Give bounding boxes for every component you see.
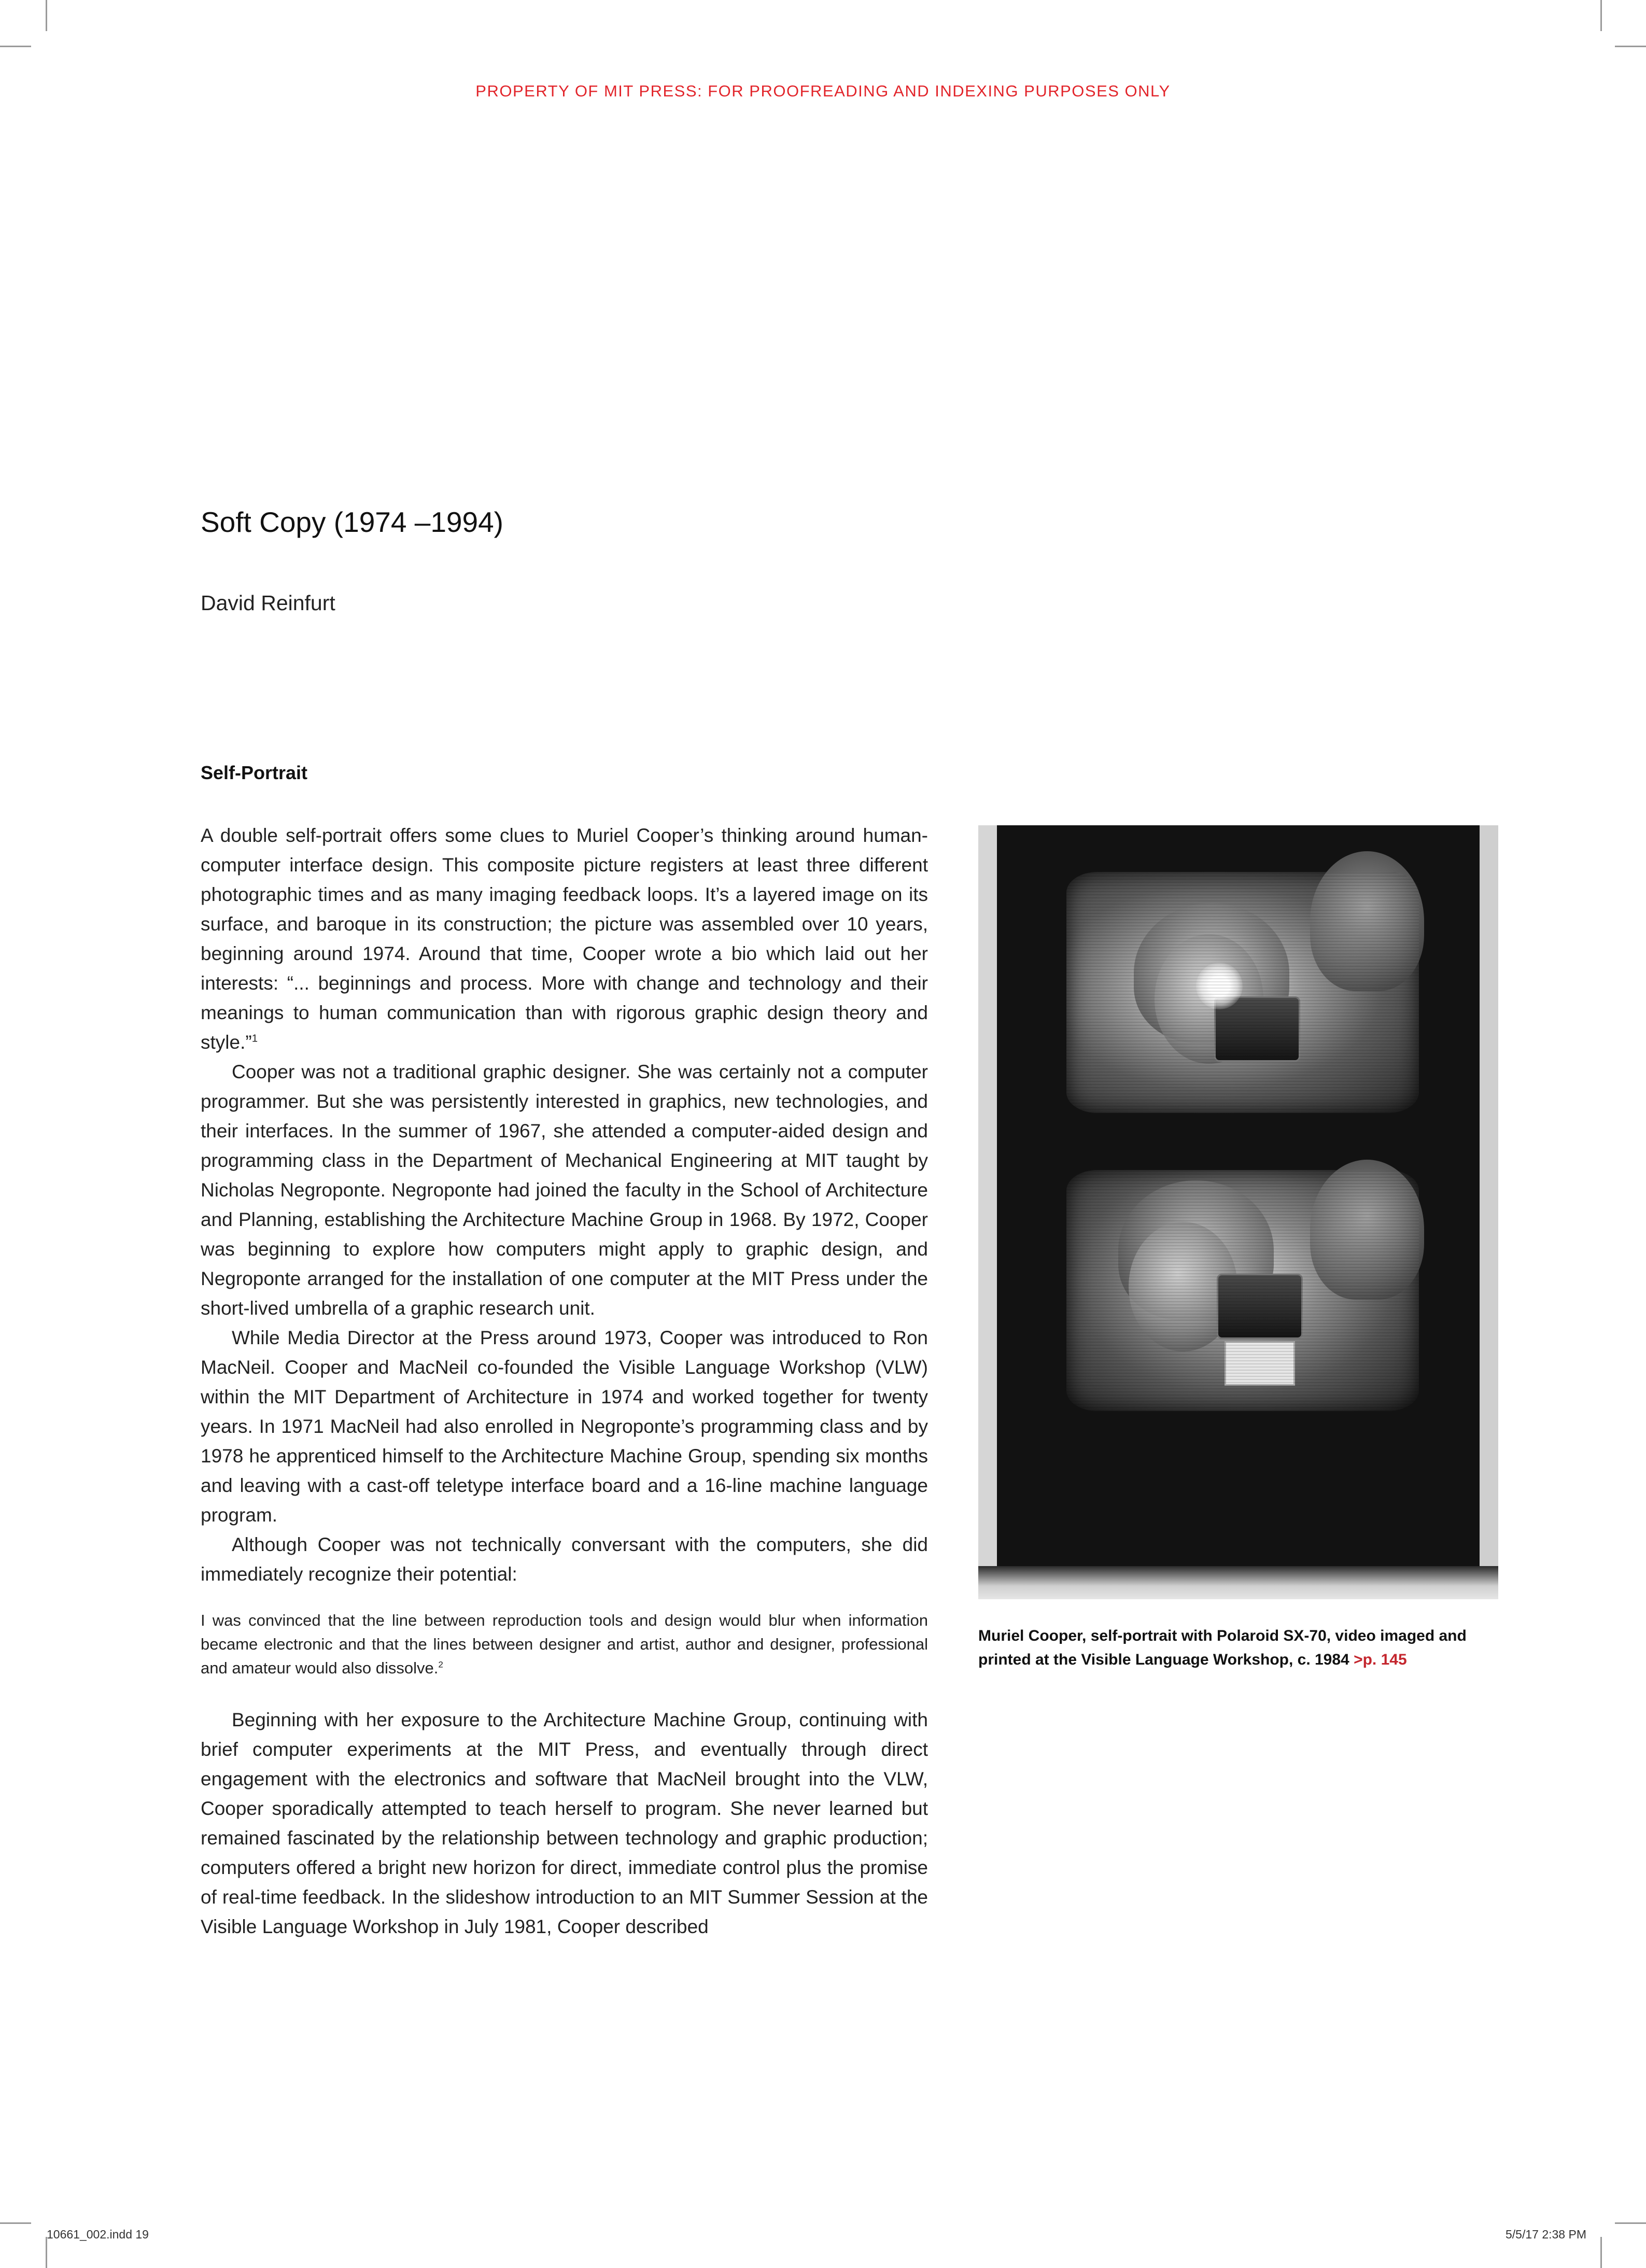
crop-mark-bottom-right-h	[1615, 2222, 1646, 2224]
photo-bottom-edge	[978, 1566, 1498, 1599]
photo-border-left	[978, 825, 997, 1599]
figure-caption	[978, 1624, 1502, 1672]
crop-mark-bottom-right	[1600, 2237, 1602, 2268]
slug-file-page: 10661_002.indd 19	[47, 2228, 149, 2241]
scanlines	[1066, 872, 1419, 1113]
crop-mark-bottom-left-h	[0, 2222, 31, 2224]
scanlines	[1066, 1170, 1419, 1411]
crop-mark-bottom-left	[46, 2237, 47, 2268]
section-heading: Self-Portrait	[201, 762, 308, 783]
photo-border-right	[1480, 825, 1498, 1599]
chapter-author: David Reinfurt	[201, 591, 335, 615]
footnote-ref-1: 1	[251, 1033, 258, 1045]
caption-page-ref[interactable]: >p. 145	[1354, 1651, 1407, 1668]
body-text-column	[201, 821, 928, 1941]
self-portrait-photo	[978, 825, 1498, 1599]
crop-mark-top-right	[1600, 0, 1602, 31]
crop-mark-top-left	[46, 0, 47, 31]
block-quote	[201, 1609, 928, 1680]
crop-mark-top-left-h	[0, 46, 31, 47]
chapter-title: Soft Copy (1974 –1994)	[201, 506, 503, 538]
footnote-ref-2: 2	[438, 1659, 443, 1670]
paragraph-1-text: A double self-portrait offers some clues to Muriel Cooper’s thinking around human-computer interface design. This composite picture registers at least three different photographic times and as many imaging feedback loops. It’s a layered image on its surface, and baroque in its construction; the picture was assembled over 10 years, beginning around 1974. Around that time, Cooper wrote a bio which laid out her interests: “... beginnings and process. More with change and technology and their meanings to human communication than with rigorous graphic design theory and style.”	[201, 825, 928, 1053]
slug-date-time: 5/5/17 2:38 PM	[1506, 2228, 1586, 2241]
proof-watermark: PROPERTY OF MIT PRESS: FOR PROOFREADING AND INDEXING PURPOSES ONLY	[475, 82, 1171, 100]
paragraph-2: Cooper was not a traditional graphic designer. She was certainly not a computer programmer. But she was persistently interested in graphics, new technologies, and their interfaces. In the summer of 1967, she attended a computer-aided design and programming class in the Department of Mechanical Engineering at MIT taught by Nicholas Negroponte. Negroponte had joined the faculty in the School of Architecture and Planning, establishing the Architecture Machine Group in 1968. By 1972, Cooper was beginning to explore how computers might apply to graphic design, and Negroponte arranged for the installation of one computer at the MIT Press under the short-lived umbrella of a graphic research unit.	[201, 1061, 928, 1319]
video-screen-bottom	[1066, 1170, 1419, 1411]
paragraph-5: Beginning with her exposure to the Architecture Machine Group, continuing with brief computer experiments at the MIT Press, and eventually through direct engagement with the electronics and software that MacNeil brought into the VLW, Cooper sporadically attempted to teach herself to program. She never learned but remained fascinated by the relationship between technology and graphic production; computers offered a bright new horizon for direct, immediate control plus the promise of real-time feedback. In the slideshow introduction to an MIT Summer Session at the Visible Language Workshop in July 1981, Cooper described	[201, 1709, 928, 1937]
crop-mark-top-right-h	[1615, 46, 1646, 47]
video-screen-top	[1066, 872, 1419, 1113]
block-quote-text: I was convinced that the line between reproduction tools and design would blur when information became electronic and that the lines between designer and artist, author and designer, professional and amateur would also dissolve.	[201, 1611, 928, 1677]
caption-text: Muriel Cooper, self-portrait with Polaroid SX-70, video imaged and printed at the Visible Language Workshop, c. 1984	[978, 1627, 1467, 1668]
paragraph-1	[201, 821, 928, 1057]
paragraph-3: While Media Director at the Press around 1973, Cooper was introduced to Ron MacNeil. Cooper and MacNeil co-founded the Visible Language Workshop (VLW) within the MIT Department of Architecture in 1974 and worked together for twenty years. In 1971 MacNeil had also enrolled in Negroponte’s programming class and by 1978 he apprenticed himself to the Architecture Machine Group, spending six months and leaving with a cast-off teletype interface board and a 16-line machine language program.	[201, 1327, 928, 1526]
paragraph-4: Although Cooper was not technically conversant with the computers, she did immediately recognize their potential:	[201, 1534, 928, 1585]
